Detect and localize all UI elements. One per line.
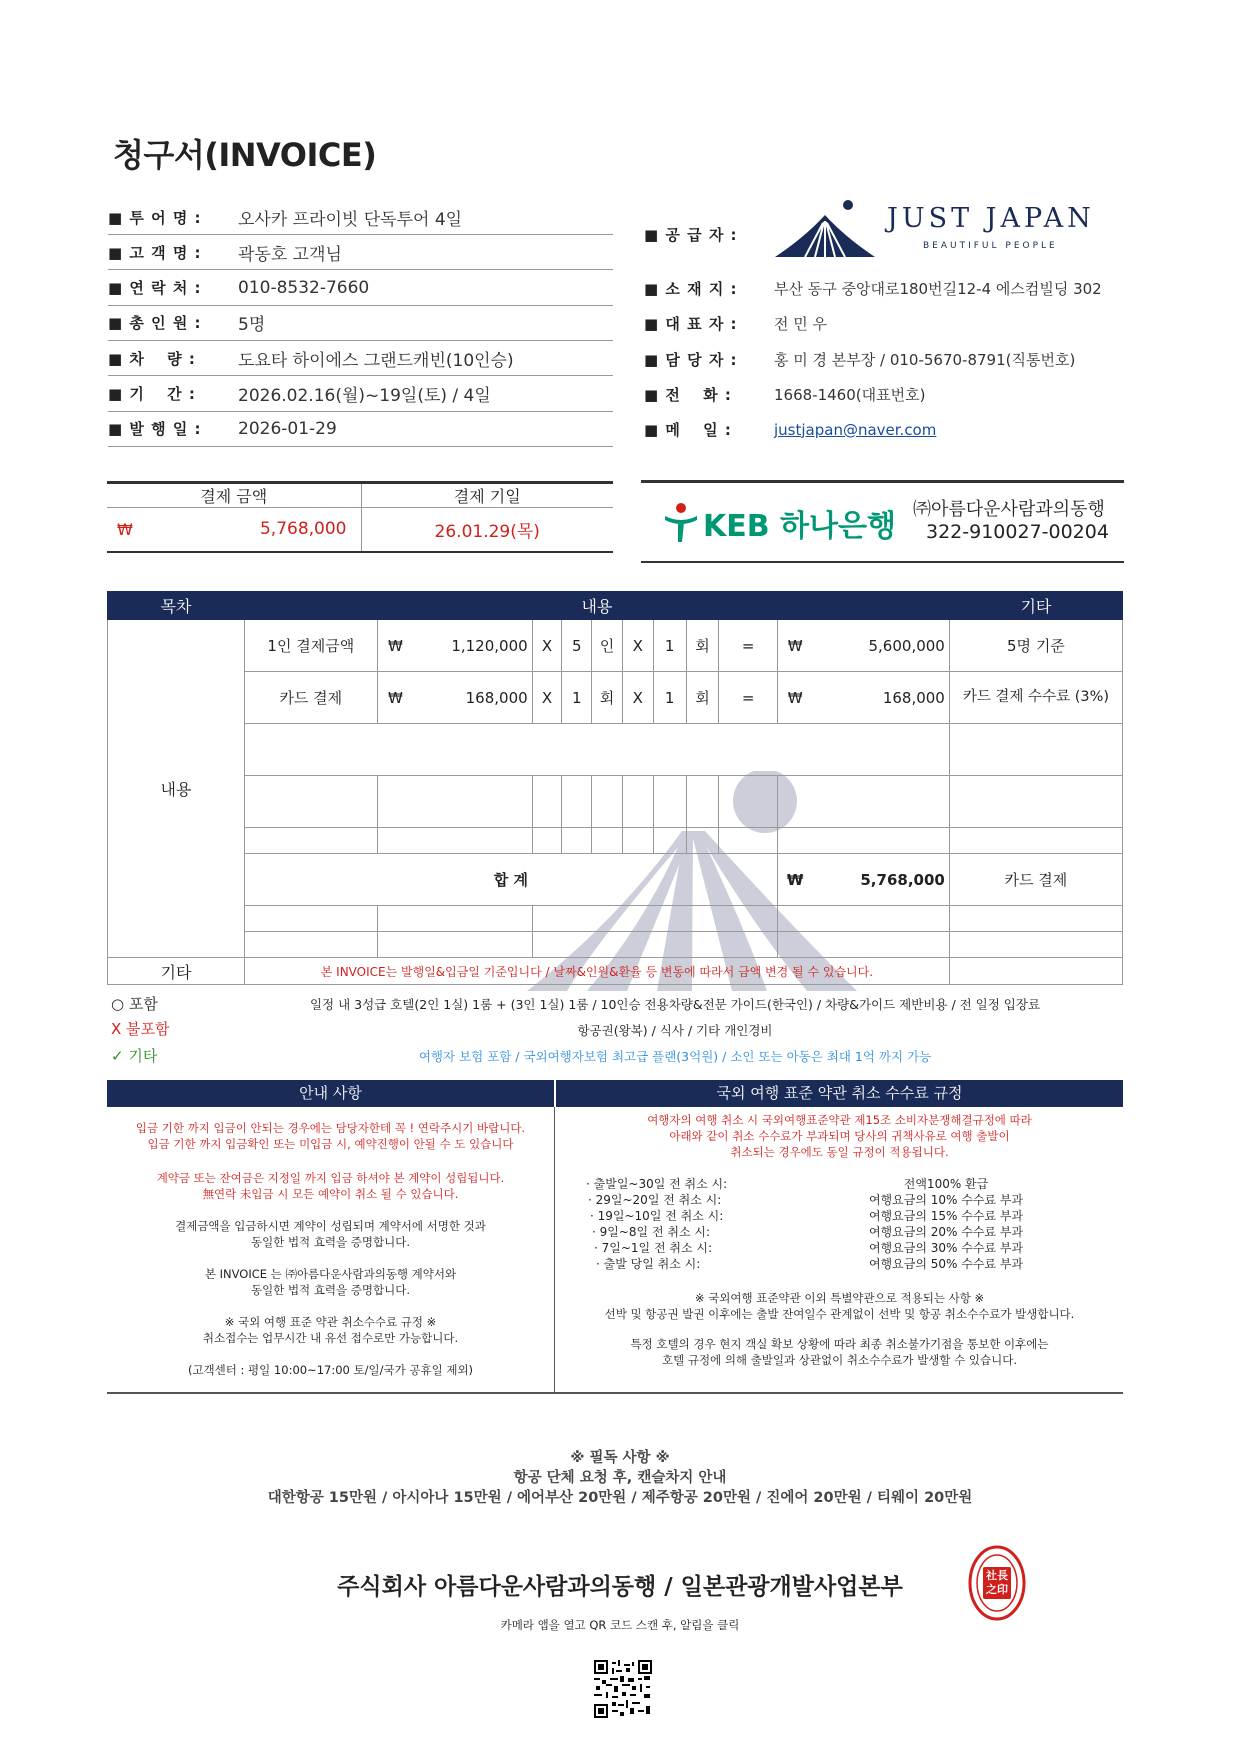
header-etc: 기타 bbox=[949, 592, 1122, 620]
customer-row bbox=[108, 412, 613, 447]
supplier-row-value: 1668-1460(대표번호) bbox=[774, 385, 926, 404]
item-currency: ₩ bbox=[377, 672, 413, 724]
notice-line: 無연락 未입금 시 모든 예약이 취소 될 수 있습니다. bbox=[202, 1187, 459, 1201]
customer-row bbox=[108, 306, 613, 341]
customer-row-label: ■ 발 행 일 : bbox=[108, 420, 202, 439]
cancel-fee: 여행요금의 50% 수수료 부과 bbox=[868, 1257, 1024, 1271]
cancel-when: · 출발일~30일 전 취소 시: bbox=[586, 1177, 728, 1191]
times-sign: X bbox=[622, 620, 653, 672]
supplier-row bbox=[644, 271, 1124, 306]
notice-line: 결제금액을 입금하시면 계약이 성립되며 계약서에 서명한 것과 bbox=[175, 1219, 486, 1233]
notice-left-title: 안내 사항 bbox=[107, 1080, 554, 1107]
header-index: 목차 bbox=[108, 592, 245, 620]
item-count-unit: 회 bbox=[686, 672, 719, 724]
item-qty: 5 bbox=[562, 620, 592, 672]
cancel-when: · 19일~10일 전 취소 시: bbox=[590, 1209, 724, 1223]
customer-row-label: ■ 고 객 명 : bbox=[108, 243, 202, 262]
email-link[interactable]: justjapan@naver.com bbox=[774, 420, 937, 439]
notice-line: ※ 국외 여행 표준 약관 취소수수료 규정 ※ bbox=[224, 1315, 437, 1329]
table-row bbox=[108, 672, 1123, 724]
item-currency: ₩ bbox=[377, 620, 413, 672]
hana-bank-logo bbox=[663, 501, 896, 545]
customer-row-label: ■ 총 인 원 : bbox=[108, 314, 202, 333]
total-currency: ₩ bbox=[777, 620, 812, 672]
table-row-empty bbox=[108, 906, 1123, 932]
payment-amount-header: 결제 금액 bbox=[107, 483, 361, 508]
supplier-row-value: 부산 동구 중앙대로180번길12-4 에스컴빌딩 302 bbox=[774, 280, 1102, 298]
sum-row bbox=[108, 854, 1123, 906]
item-name: 1인 결제금액 bbox=[244, 620, 377, 672]
times-sign: X bbox=[532, 620, 562, 672]
supplier-row bbox=[644, 306, 1124, 341]
notice-line: 입금 기한 까지 입금이 안되는 경우에는 담당자한테 꼭 ! 연락주시기 바랍니다. bbox=[135, 1121, 526, 1135]
payment-table bbox=[107, 481, 613, 553]
notice-right-title: 국외 여행 표준 약관 취소 수수료 규정 bbox=[556, 1080, 1123, 1107]
total-currency: ₩ bbox=[777, 672, 812, 724]
customer-row-value: 도요타 하이에스 그랜드캐빈(10인승) bbox=[238, 350, 514, 371]
times-sign: X bbox=[622, 672, 653, 724]
company-seal bbox=[968, 1545, 1026, 1621]
notice-right-p3 bbox=[556, 1336, 1123, 1368]
cancel-when: · 출발 당일 취소 시: bbox=[596, 1257, 701, 1271]
must-read-line1: 항공 단체 요청 후, 캔슬차지 안내 bbox=[513, 1470, 727, 1486]
etc-row bbox=[108, 958, 1123, 985]
customer-row bbox=[108, 200, 613, 235]
seal-text: 社長之印 bbox=[986, 1569, 1008, 1596]
header-content: 내용 bbox=[244, 592, 949, 620]
detail-table bbox=[107, 591, 1123, 985]
customer-row bbox=[108, 271, 613, 306]
item-unit: 회 bbox=[592, 672, 623, 724]
cancel-fee-row bbox=[556, 1208, 1123, 1224]
item-note: 5명 기준 bbox=[949, 620, 1122, 672]
customer-row-label: ■ 투 어 명 : bbox=[108, 208, 202, 227]
table-row-empty bbox=[108, 724, 1123, 776]
item-unit: 인 bbox=[592, 620, 623, 672]
qr-code-icon bbox=[594, 1660, 652, 1718]
customer-row-value: 곽동호 고객님 bbox=[238, 244, 342, 265]
supplier-row-label: ■ 메 일 : bbox=[644, 421, 732, 440]
supplier-row bbox=[644, 412, 1124, 447]
legend-exclude-label: X 불포함 bbox=[111, 1020, 170, 1038]
item-price: 1,120,000 bbox=[413, 620, 532, 672]
notice-line: 선박 및 항공권 발권 이후에는 출발 잔여일수 관계없이 선박 및 항공 취소수수료가 발생합니다. bbox=[604, 1307, 1075, 1321]
equals-sign: = bbox=[719, 620, 777, 672]
notice-right-p1 bbox=[556, 1112, 1123, 1160]
payment-due-header: 결제 기일 bbox=[361, 483, 613, 508]
notice-right-p2 bbox=[556, 1290, 1123, 1322]
customer-row-label: ■ 연 락 처 : bbox=[108, 279, 202, 298]
item-qty: 1 bbox=[562, 672, 592, 724]
cancel-when: · 29일~20일 전 취소 시: bbox=[588, 1193, 722, 1207]
customer-row-value: 010-8532-7660 bbox=[238, 277, 370, 298]
cancel-fee-row bbox=[556, 1224, 1123, 1240]
just-japan-logo bbox=[775, 197, 1105, 259]
must-read-line2: 대한항공 15만원 / 아시아나 15만원 / 에어부산 20만원 / 제주항공 20만원 / 진에어 20만원 / 티웨이 20만원 bbox=[267, 1490, 973, 1506]
notice-left-p4 bbox=[107, 1266, 554, 1298]
supplier-row-value: 전 민 우 bbox=[774, 315, 828, 334]
cancel-fee: 여행요금의 10% 수수료 부과 bbox=[868, 1193, 1024, 1207]
notice-left-p3 bbox=[107, 1218, 554, 1250]
hana-bank-icon bbox=[663, 502, 699, 544]
cancel-fee-row bbox=[556, 1192, 1123, 1208]
must-read-title: ※ 필독 사항 ※ bbox=[570, 1450, 670, 1466]
logo-text: JUST JAPAN bbox=[887, 203, 1095, 234]
sum-currency: ₩ bbox=[777, 854, 812, 906]
notice-line: 특정 호텔의 경우 현지 객실 확보 상황에 따라 최종 취소불가기점을 통보한 이후에는 bbox=[630, 1337, 1049, 1351]
cancel-fee-list bbox=[556, 1176, 1123, 1272]
other-text: 여행자 보험 포함 / 국외여행자보험 최고급 플랜(3억원) / 소인 또는 아동은 최대 1억 까지 가능 bbox=[418, 1049, 932, 1064]
customer-row bbox=[108, 341, 613, 376]
customer-row-label: ■ 기 간 : bbox=[108, 385, 196, 403]
etc-notice: 본 INVOICE는 발행일&입금일 기준입니다 / 날짜&인원&환율 등 변동에 따라서 금액 변경 될 수 있습니다. bbox=[244, 958, 949, 985]
notice-divider bbox=[554, 1107, 555, 1394]
times-sign: X bbox=[532, 672, 562, 724]
sum-total: 5,768,000 bbox=[812, 854, 949, 906]
notice-section bbox=[107, 1080, 1123, 1394]
customer-row-value: 오사카 프라이빗 단독투어 4일 bbox=[238, 209, 463, 230]
notice-line: 계약금 또는 잔여금은 지정일 까지 입금 하셔야 본 계약이 성립됩니다. bbox=[156, 1171, 505, 1185]
customer-row-value: 2026-01-29 bbox=[238, 418, 337, 439]
hana-bank-name: KEB 하나은행 bbox=[703, 509, 896, 544]
notice-line: 동일한 법적 효력을 증명합니다. bbox=[250, 1283, 411, 1297]
customer-row bbox=[108, 377, 613, 412]
table-row-empty bbox=[108, 828, 1123, 854]
notice-line: ※ 국외여행 표준약관 이외 특별약관으로 적용되는 사항 ※ bbox=[694, 1291, 985, 1305]
cancel-when: · 9일~8일 전 취소 시: bbox=[592, 1225, 710, 1239]
notice-line: 본 INVOICE 는 ㈜아름다운사람과의동행 계약서와 bbox=[204, 1267, 457, 1281]
payment-due-date: 26.01.29(목) bbox=[361, 508, 613, 552]
supplier-row bbox=[644, 377, 1124, 412]
notice-line: 호텔 규정에 의해 출발일과 상관없이 취소수수료가 발생할 수 있습니다. bbox=[661, 1353, 1018, 1367]
row-label-content: 내용 bbox=[108, 620, 245, 958]
supplier-label: ■ 공 급 자 : bbox=[644, 226, 738, 244]
cancel-fee: 전액100% 환급 bbox=[903, 1177, 989, 1191]
row-label-etc: 기타 bbox=[108, 958, 245, 985]
supplier-row-label: ■ 대 표 자 : bbox=[644, 315, 738, 334]
supplier-row-label: ■ 소 재 지 : bbox=[644, 280, 738, 298]
cancel-fee-row bbox=[556, 1256, 1123, 1272]
item-count: 1 bbox=[653, 620, 686, 672]
item-name: 카드 결제 bbox=[244, 672, 377, 724]
notice-left-p1 bbox=[107, 1120, 554, 1152]
customer-row bbox=[108, 235, 613, 270]
payment-currency: ₩ bbox=[107, 508, 167, 552]
payment-amount: 5,768,000 bbox=[167, 508, 361, 552]
supplier-row-value: 홍 미 경 본부장 / 010-5670-8791(직통번호) bbox=[774, 350, 1076, 369]
cancel-fee: 여행요금의 20% 수수료 부과 bbox=[868, 1225, 1024, 1239]
qr-caption: 카메라 앱을 열고 QR 코드 스캔 후, 알림을 클릭 bbox=[500, 1618, 740, 1632]
customer-row-value: 5명 bbox=[238, 315, 266, 336]
equals-sign: = bbox=[719, 672, 777, 724]
cancel-fee-row bbox=[556, 1240, 1123, 1256]
table-row bbox=[108, 620, 1123, 672]
supplier-row bbox=[644, 342, 1124, 377]
notice-left-p6: (고객센터 : 평일 10:00~17:00 토/일/국가 공휴일 제외) bbox=[187, 1363, 474, 1377]
cancel-fee-row bbox=[556, 1176, 1123, 1192]
detail-grid bbox=[107, 591, 1123, 985]
cancel-fee: 여행요금의 15% 수수료 부과 bbox=[868, 1209, 1024, 1223]
notice-right-body bbox=[556, 1112, 1123, 1368]
page-title: 청구서(INVOICE) bbox=[113, 136, 377, 174]
item-price: 168,000 bbox=[413, 672, 532, 724]
notice-left-body bbox=[107, 1120, 554, 1378]
item-count: 1 bbox=[653, 672, 686, 724]
notice-line: 여행자의 여행 취소 시 국외여행표준약관 제15조 소비자분쟁해결규정에 따라 bbox=[647, 1113, 1032, 1127]
company-name: 주식회사 아름다운사람과의동행 / 일본관광개발사업본부 bbox=[337, 1574, 903, 1600]
supplier-row-label: ■ 전 화 : bbox=[644, 385, 732, 404]
notice-line: 입금 기한 까지 입금확인 또는 미입금 시, 예약진행이 안될 수 도 있습니다 bbox=[147, 1137, 514, 1151]
bank-box bbox=[641, 480, 1124, 563]
item-count-unit: 회 bbox=[686, 620, 719, 672]
cancel-fee: 여행요금의 30% 수수료 부과 bbox=[868, 1241, 1024, 1255]
sum-label: 합 계 bbox=[244, 854, 777, 906]
item-note: 카드 결제 수수료 (3%) bbox=[949, 672, 1122, 724]
qr-code[interactable] bbox=[594, 1660, 652, 1718]
exclude-text: 항공권(왕복) / 식사 / 기타 개인경비 bbox=[577, 1023, 773, 1038]
mountain-logo-icon bbox=[775, 197, 875, 259]
customer-row-label: ■ 차 량 : bbox=[108, 349, 196, 368]
table-row-empty bbox=[108, 776, 1123, 828]
notice-line: 취소되는 경우에도 동일 규정이 적용됩니다. bbox=[730, 1145, 949, 1159]
cancel-when: · 7일~1일 전 취소 시: bbox=[594, 1241, 712, 1255]
item-total: 5,600,000 bbox=[812, 620, 949, 672]
include-text: 일정 내 3성급 호텔(2인 1실) 1룸 + (3인 1실) 1룸 / 10인승 전용차량&전문 가이드(한국인) / 차량&가이드 제반비용 / 전 일정 입장료 bbox=[309, 997, 1041, 1012]
legend-other-label: ✓ 기타 bbox=[111, 1047, 158, 1065]
bank-account: 322-910027-00204 bbox=[926, 521, 1109, 543]
customer-row-value: 2026.02.16(월)~19일(토) / 4일 bbox=[238, 386, 491, 406]
notice-line: 동일한 법적 효력을 증명합니다. bbox=[250, 1235, 411, 1249]
table-row-empty bbox=[108, 932, 1123, 958]
logo-subtitle: BEAUTIFUL PEOPLE bbox=[923, 241, 1058, 251]
bank-holder: ㈜아름다운사람과의동행 bbox=[913, 499, 1105, 520]
item-total: 168,000 bbox=[812, 672, 949, 724]
notice-line: 아래와 같이 취소 수수료가 부과되며 당사의 귀책사유로 여행 출발이 bbox=[669, 1129, 1010, 1143]
notice-line: 취소접수는 업무시간 내 유선 접수로만 가능합니다. bbox=[202, 1331, 459, 1345]
notice-left-p5 bbox=[107, 1314, 554, 1346]
sum-note: 카드 결제 bbox=[949, 854, 1122, 906]
supplier-row-label: ■ 담 당 자 : bbox=[644, 350, 738, 369]
notice-left-p2 bbox=[107, 1170, 554, 1202]
legend-include-label: ○ 포함 bbox=[111, 995, 158, 1013]
